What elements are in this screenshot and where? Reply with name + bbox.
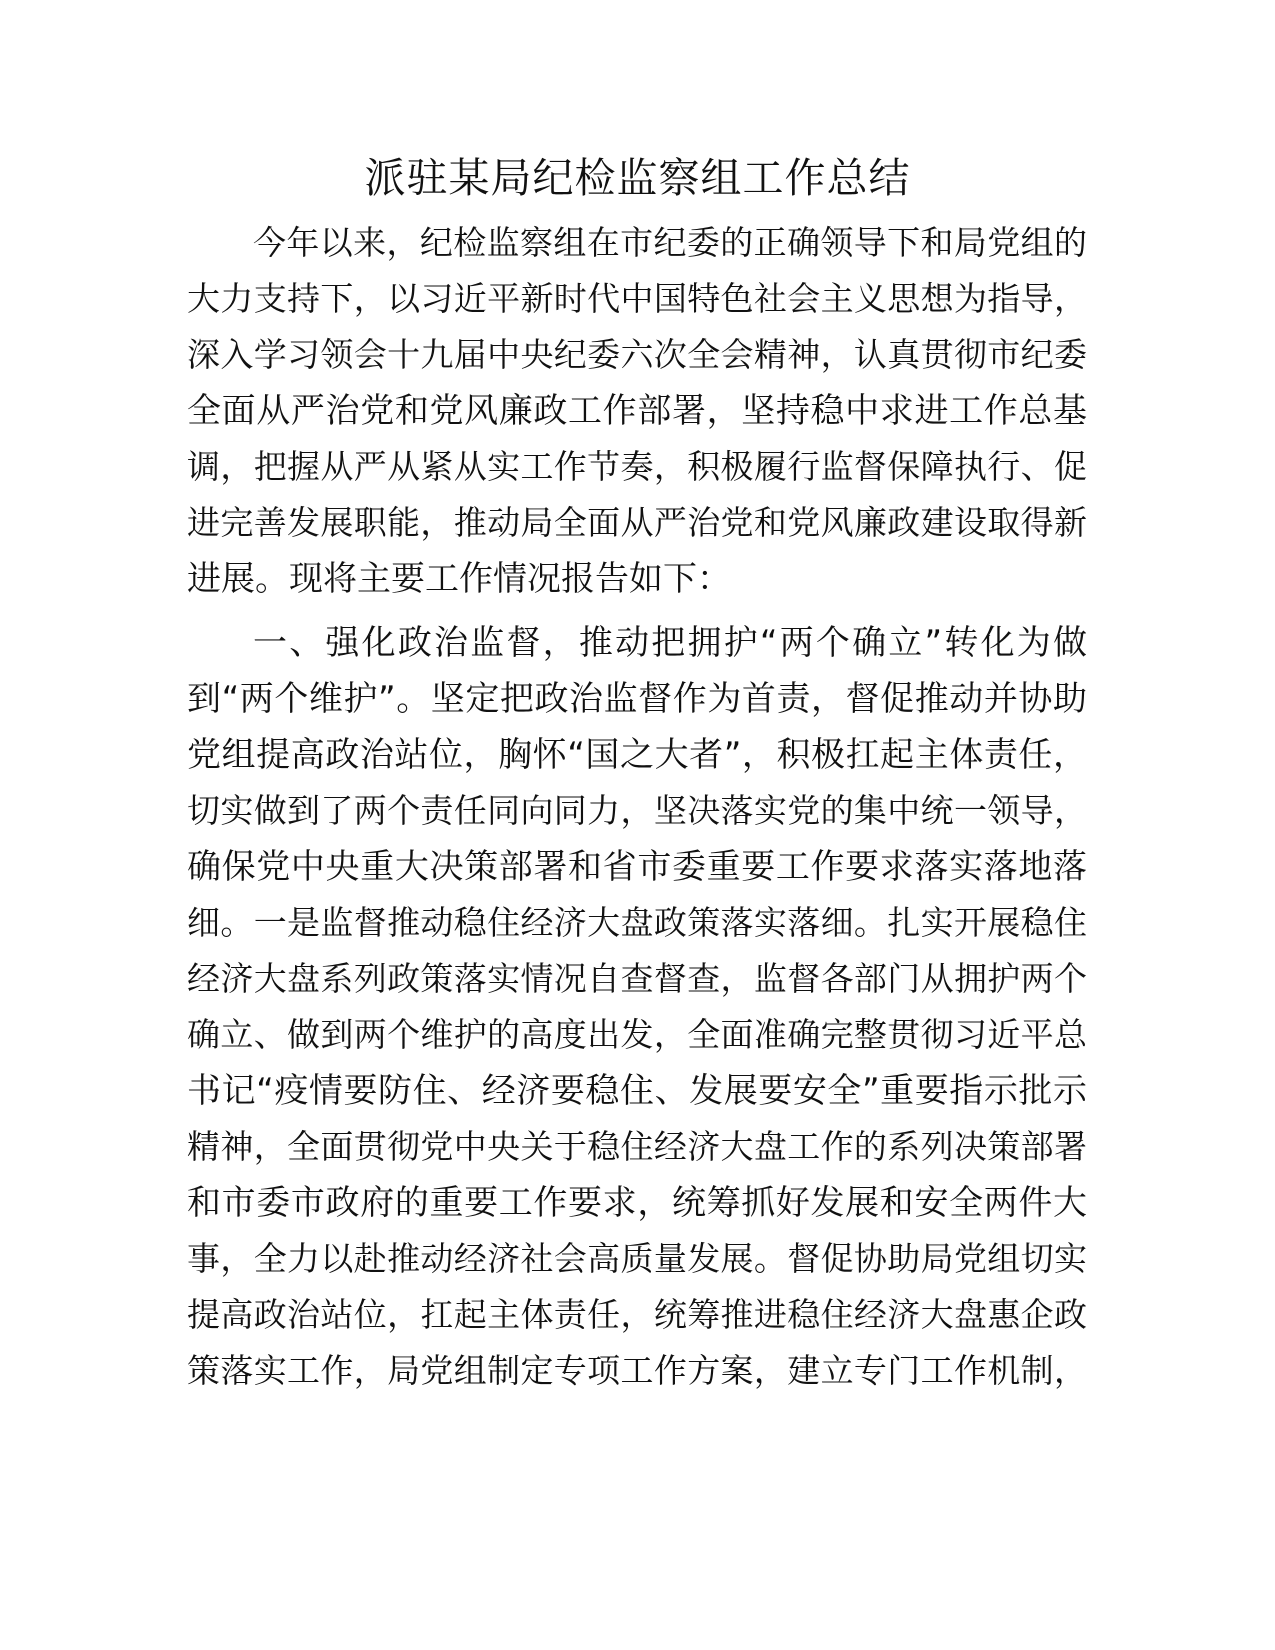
paragraph-2-line-4: 切实做到了两个责任同向同力，坚决落实党的集中统一领导， — [187, 791, 1087, 830]
paragraph-2-line-5: 确保党中央重大决策部署和省市委重要工作要求落实落地落 — [187, 847, 1087, 887]
paragraph-2-line-1: 一、强化政治监督，推动把拥护“两个确立”转化为做 — [253, 623, 1087, 663]
paragraph-1-line-1: 今年以来，纪检监察组在市纪委的正确领导下和局党组的 — [253, 223, 1087, 262]
paragraph-2-line-12: 事，全力以赴推动经济社会高质量发展。督促协助局党组切实 — [187, 1239, 1087, 1278]
paragraph-1-line-2: 大力支持下，以习近平新时代中国特色社会主义思想为指导， — [187, 279, 1087, 318]
document-title: 派驻某局纪检监察组工作总结 — [364, 154, 911, 202]
paragraph-2-line-3: 党组提高政治站位，胸怀“国之大者”，积极扛起主体责任， — [187, 735, 1087, 775]
paragraph-1-line-3: 深入学习领会十九届中央纪委六次全会精神，认真贯彻市纪委 — [187, 335, 1087, 374]
paragraph-1-line-4: 全面从严治党和党风廉政工作部署，坚持稳中求进工作总基 — [187, 391, 1087, 431]
paragraph-2-line-11: 和市委市政府的重要工作要求，统筹抓好发展和安全两件大 — [187, 1183, 1087, 1223]
paragraph-2-line-14: 策落实工作，局党组制定专项工作方案，建立专门工作机制， — [187, 1351, 1087, 1390]
paragraph-2-line-2: 到“两个维护”。坚定把政治监督作为首责，督促推动并协助 — [187, 679, 1087, 719]
paragraph-2-line-10: 精神，全面贯彻党中央关于稳住经济大盘工作的系列决策部署 — [187, 1127, 1087, 1166]
paragraph-1-line-6: 进完善发展职能，推动局全面从严治党和党风廉政建设取得新 — [187, 503, 1087, 542]
paragraph-2-line-7: 经济大盘系列政策落实情况自查督查，监督各部门从拥护两个 — [187, 959, 1087, 998]
paragraph-1-line-5: 调，把握从严从紧从实工作节奏，积极履行监督保障执行、促 — [187, 447, 1087, 486]
paragraph-2-line-6: 细。一是监督推动稳住经济大盘政策落实落细。扎实开展稳住 — [187, 903, 1087, 942]
paragraph-2-line-13: 提高政治站位，扛起主体责任，统筹推进稳住经济大盘惠企政 — [187, 1295, 1087, 1334]
paragraph-2-line-8: 确立、做到两个维护的高度出发，全面准确完整贯彻习近平总 — [187, 1015, 1087, 1054]
paragraph-2-line-9: 书记“疫情要防住、经济要稳住、发展要安全”重要指示批示 — [187, 1071, 1087, 1111]
paragraph-1-line-7: 进展。现将主要工作情况报告如下： — [187, 559, 731, 599]
